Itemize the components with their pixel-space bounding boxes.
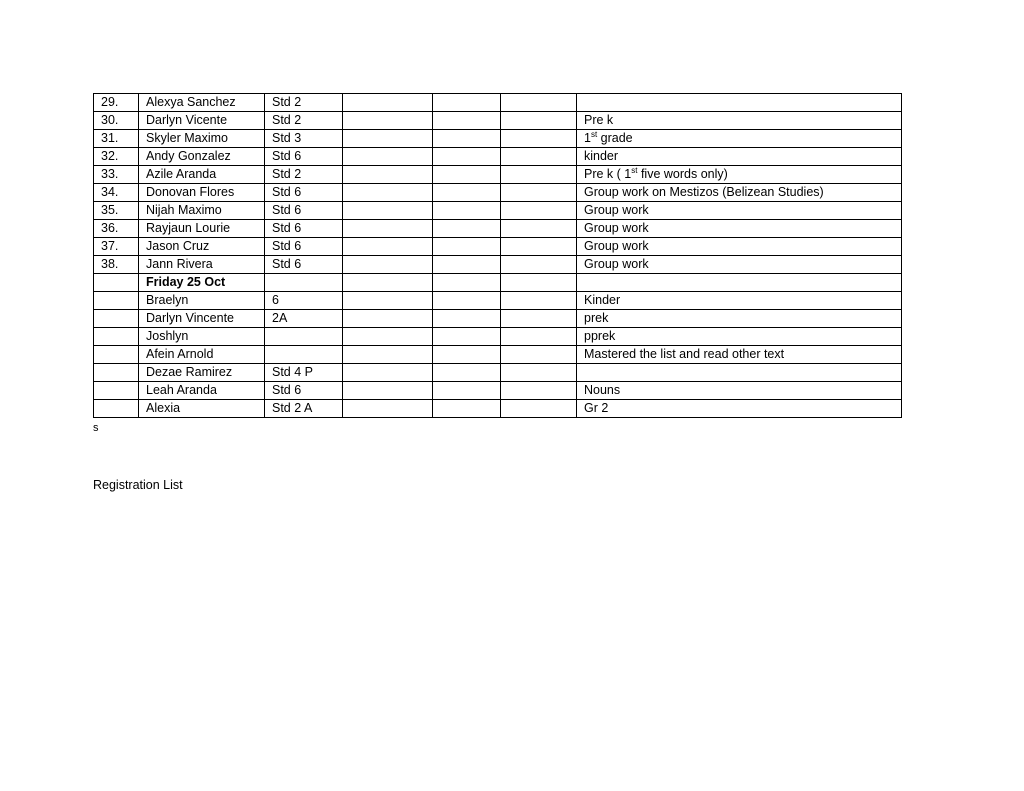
blank-cell-1 [343, 130, 433, 148]
notes-cell [577, 130, 902, 148]
stray-mark: s [93, 422, 99, 434]
standard-cell: Std 2 [265, 166, 343, 184]
student-name-cell: Rayjaun Lourie [139, 220, 265, 238]
row-number-cell: 32. [94, 148, 139, 166]
standard-cell: Std 4 P [265, 364, 343, 382]
blank-cell-1 [343, 274, 433, 292]
notes-text: Pre k ( 1 [584, 167, 632, 181]
table-row [94, 184, 902, 202]
notes-cell: Group work [577, 220, 902, 238]
standard-cell: Std 6 [265, 256, 343, 274]
notes-cell: prek [577, 310, 902, 328]
blank-cell-3 [501, 346, 577, 364]
blank-cell-2 [433, 130, 501, 148]
standard-cell [265, 346, 343, 364]
blank-cell-1 [343, 148, 433, 166]
row-number-cell [94, 292, 139, 310]
row-number-cell: 31. [94, 130, 139, 148]
student-name-cell: Alexia [139, 400, 265, 418]
section-title: Registration List [93, 478, 183, 492]
student-name-cell: Darlyn Vicente [139, 112, 265, 130]
table-row [94, 382, 902, 400]
blank-cell-3 [501, 166, 577, 184]
student-name-cell: Skyler Maximo [139, 130, 265, 148]
blank-cell-3 [501, 238, 577, 256]
blank-cell-3 [501, 130, 577, 148]
notes-cell [577, 94, 902, 112]
student-name-cell: Donovan Flores [139, 184, 265, 202]
blank-cell-3 [501, 382, 577, 400]
blank-cell-1 [343, 310, 433, 328]
row-number-cell [94, 274, 139, 292]
blank-cell-2 [433, 364, 501, 382]
student-name-cell: Joshlyn [139, 328, 265, 346]
notes-cell: Nouns [577, 382, 902, 400]
row-number-cell: 34. [94, 184, 139, 202]
blank-cell-3 [501, 112, 577, 130]
registration-table [93, 93, 902, 418]
table-row [94, 166, 902, 184]
blank-cell-3 [501, 184, 577, 202]
blank-cell-2 [433, 274, 501, 292]
standard-cell [265, 274, 343, 292]
table-row [94, 400, 902, 418]
table-row [94, 94, 902, 112]
standard-cell: 2A [265, 310, 343, 328]
table-row [94, 130, 902, 148]
blank-cell-3 [501, 328, 577, 346]
blank-cell-1 [343, 346, 433, 364]
blank-cell-2 [433, 220, 501, 238]
student-name-cell: Alexya Sanchez [139, 94, 265, 112]
table-row [94, 364, 902, 382]
student-name-cell: Afein Arnold [139, 346, 265, 364]
ordinal-suffix: st [631, 165, 638, 175]
table-row [94, 112, 902, 130]
blank-cell-1 [343, 400, 433, 418]
blank-cell-2 [433, 400, 501, 418]
standard-cell: Std 6 [265, 148, 343, 166]
blank-cell-3 [501, 220, 577, 238]
row-number-cell [94, 382, 139, 400]
notes-cell: Pre k [577, 112, 902, 130]
blank-cell-2 [433, 94, 501, 112]
notes-cell: Kinder [577, 292, 902, 310]
notes-cell: kinder [577, 148, 902, 166]
table-body [94, 94, 902, 418]
row-number-cell: 37. [94, 238, 139, 256]
row-number-cell: 29. [94, 94, 139, 112]
blank-cell-2 [433, 382, 501, 400]
notes-cell: Group work [577, 238, 902, 256]
student-name-cell: Azile Aranda [139, 166, 265, 184]
blank-cell-3 [501, 310, 577, 328]
table-row [94, 202, 902, 220]
notes-cell [577, 364, 902, 382]
standard-cell [265, 328, 343, 346]
notes-cell: Group work [577, 256, 902, 274]
row-number-cell: 35. [94, 202, 139, 220]
blank-cell-1 [343, 202, 433, 220]
blank-cell-1 [343, 94, 433, 112]
standard-cell: Std 6 [265, 238, 343, 256]
student-name-cell: Braelyn [139, 292, 265, 310]
blank-cell-3 [501, 400, 577, 418]
standard-cell: Std 6 [265, 382, 343, 400]
row-number-cell: 33. [94, 166, 139, 184]
standard-cell: Std 6 [265, 202, 343, 220]
notes-cell: pprek [577, 328, 902, 346]
notes-cell: Group work [577, 202, 902, 220]
blank-cell-1 [343, 328, 433, 346]
standard-cell: Std 2 [265, 112, 343, 130]
blank-cell-1 [343, 238, 433, 256]
row-number-cell: 30. [94, 112, 139, 130]
notes-cell [577, 166, 902, 184]
row-number-cell [94, 400, 139, 418]
table-row [94, 220, 902, 238]
blank-cell-3 [501, 148, 577, 166]
standard-cell: Std 6 [265, 220, 343, 238]
blank-cell-1 [343, 184, 433, 202]
blank-cell-3 [501, 94, 577, 112]
standard-cell: Std 3 [265, 130, 343, 148]
row-number-cell [94, 328, 139, 346]
blank-cell-1 [343, 382, 433, 400]
student-name-cell: Friday 25 Oct [139, 274, 265, 292]
row-number-cell: 36. [94, 220, 139, 238]
blank-cell-1 [343, 220, 433, 238]
row-number-cell [94, 346, 139, 364]
notes-cell: Mastered the list and read other text [577, 346, 902, 364]
blank-cell-3 [501, 202, 577, 220]
row-number-cell [94, 364, 139, 382]
table-row [94, 328, 902, 346]
blank-cell-2 [433, 166, 501, 184]
table-row [94, 346, 902, 364]
blank-cell-1 [343, 292, 433, 310]
blank-cell-1 [343, 112, 433, 130]
blank-cell-2 [433, 310, 501, 328]
table-row [94, 256, 902, 274]
notes-text: 1 [584, 131, 591, 145]
student-name-cell: Andy Gonzalez [139, 148, 265, 166]
blank-cell-3 [501, 364, 577, 382]
row-number-cell: 38. [94, 256, 139, 274]
blank-cell-2 [433, 148, 501, 166]
blank-cell-1 [343, 256, 433, 274]
blank-cell-2 [433, 346, 501, 364]
student-name-cell: Nijah Maximo [139, 202, 265, 220]
standard-cell: 6 [265, 292, 343, 310]
standard-cell: Std 2 [265, 94, 343, 112]
blank-cell-3 [501, 274, 577, 292]
student-name-cell: Jason Cruz [139, 238, 265, 256]
blank-cell-2 [433, 328, 501, 346]
student-name-cell: Darlyn Vincente [139, 310, 265, 328]
notes-cell [577, 274, 902, 292]
blank-cell-1 [343, 166, 433, 184]
table-row [94, 292, 902, 310]
notes-text: grade [597, 131, 633, 145]
student-name-cell: Jann Rivera [139, 256, 265, 274]
blank-cell-2 [433, 292, 501, 310]
blank-cell-2 [433, 256, 501, 274]
blank-cell-2 [433, 238, 501, 256]
table-row [94, 310, 902, 328]
student-name-cell: Leah Aranda [139, 382, 265, 400]
table-row [94, 274, 902, 292]
blank-cell-2 [433, 112, 501, 130]
table-row [94, 238, 902, 256]
blank-cell-1 [343, 364, 433, 382]
blank-cell-2 [433, 202, 501, 220]
ordinal-suffix: st [590, 129, 598, 139]
notes-cell: Gr 2 [577, 400, 902, 418]
notes-cell: Group work on Mestizos (Belizean Studies) [577, 184, 902, 202]
blank-cell-2 [433, 184, 501, 202]
table-row [94, 148, 902, 166]
student-name-cell: Dezae Ramirez [139, 364, 265, 382]
blank-cell-3 [501, 292, 577, 310]
row-number-cell [94, 310, 139, 328]
blank-cell-3 [501, 256, 577, 274]
standard-cell: Std 2 A [265, 400, 343, 418]
notes-text: five words only) [637, 167, 728, 181]
standard-cell: Std 6 [265, 184, 343, 202]
